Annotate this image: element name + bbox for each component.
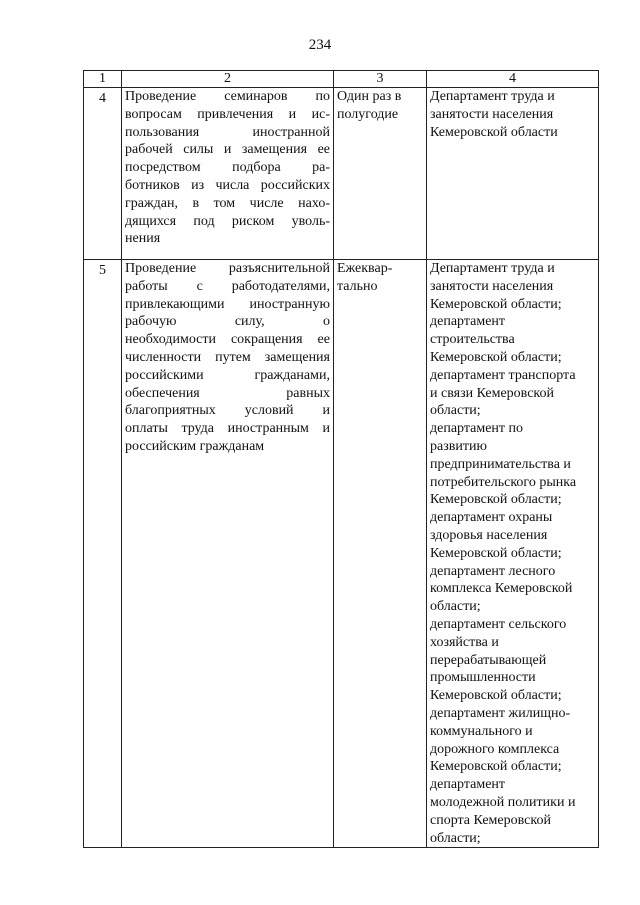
cell-line: численности путем замещения [125, 349, 330, 365]
executor-cell [427, 88, 599, 260]
cell-line: ботников из числа российских [125, 177, 330, 193]
cell-line: области; [430, 830, 481, 846]
cell-line: перерабатывающей [430, 652, 547, 668]
cell-line: области; [430, 599, 481, 615]
cell-line: департамент [430, 777, 506, 793]
cell-line: дорожного комплекса [430, 741, 560, 757]
cell-line: развитию [430, 438, 487, 454]
period-cell [334, 260, 427, 848]
measures-table [83, 70, 599, 848]
cell-line: Кемеровской области; [430, 492, 562, 508]
cell-line: департамент транспорта [430, 367, 576, 383]
cell-line: промышленности [430, 670, 536, 686]
column-header-2: 2 [122, 71, 334, 88]
column-header-1: 1 [84, 71, 122, 88]
cell-line: департамент охраны [430, 510, 553, 526]
cell-line: департамент лесного [430, 563, 556, 579]
cell-line: здоровья населения [430, 527, 548, 543]
cell-line: Кемеровской области; [430, 296, 562, 312]
cell-line: вопросам привлечения и ис- [125, 106, 330, 122]
row-number: 5 [84, 260, 122, 848]
cell-line: предпринимательства и [430, 456, 571, 472]
column-header-4: 4 [427, 71, 599, 88]
table-row [84, 88, 599, 260]
cell-line: Департамент труда и [430, 89, 555, 104]
cell-line: работы с работодателями, [125, 278, 330, 294]
cell-line: строительства [430, 332, 515, 348]
cell-line: Проведение разъяснительной [125, 261, 330, 276]
action-cell [122, 88, 334, 260]
cell-line: тально [337, 278, 378, 294]
cell-line: пользования иностранной [125, 124, 330, 140]
cell-line: Кемеровской области; [430, 349, 562, 365]
cell-line: департамент сельского [430, 616, 567, 632]
cell-line: полугодие [337, 106, 399, 122]
cell-line: занятости населения [430, 278, 554, 294]
cell-line: коммунального и [430, 723, 533, 739]
cell-line: оплаты труда иностранным и [125, 421, 330, 437]
cell-line: хозяйства и [430, 634, 499, 650]
cell-line: Ежеквар- [337, 261, 393, 276]
cell-line: департамент жилищно- [430, 705, 571, 721]
cell-line: департамент по [430, 421, 524, 437]
cell-line: необходимости сокращения ее [125, 332, 330, 348]
cell-line: обеспечения равных [125, 385, 330, 401]
cell-line: занятости населения [430, 106, 554, 122]
row-number: 4 [84, 88, 122, 260]
cell-line: Кемеровской области; [430, 759, 562, 775]
action-cell [122, 260, 334, 848]
cell-line: Кемеровской области; [430, 688, 562, 704]
cell-line: рабочую силу, о [125, 314, 330, 330]
cell-line: области; [430, 403, 481, 419]
cell-line: рабочей силы и замещения ее [125, 142, 330, 158]
cell-line: молодежной политики и [430, 794, 576, 810]
cell-line: Департамент труда и [430, 261, 555, 276]
table-row [84, 260, 599, 848]
column-header-3: 3 [334, 71, 427, 88]
cell-line: нения [125, 231, 161, 247]
cell-line: привлекающими иностранную [125, 296, 330, 312]
table-header-row [84, 71, 599, 88]
cell-line: и связи Кемеровской [430, 385, 555, 401]
executor-cell [427, 260, 599, 848]
cell-line: комплекса Кемеровской [430, 581, 573, 597]
period-cell [334, 88, 427, 260]
cell-line: спорта Кемеровской [430, 812, 551, 828]
cell-line: потребительского рынка [430, 474, 577, 490]
cell-line: граждан, в том числе нахо- [125, 195, 330, 211]
cell-line: дящихся под риском уволь- [125, 213, 330, 229]
cell-line: российскими гражданами, [125, 367, 330, 383]
cell-line: Проведение семинаров по [125, 89, 330, 104]
cell-line: департамент [430, 314, 506, 330]
cell-line: российским гражданам [125, 438, 265, 454]
cell-line: Кемеровской области [430, 124, 558, 140]
cell-line: посредством подбора ра- [125, 160, 330, 176]
cell-line: благоприятных условий и [125, 403, 330, 419]
page-number: 234 [308, 37, 332, 53]
cell-line: Один раз в [337, 89, 402, 104]
cell-line: Кемеровской области; [430, 545, 562, 561]
